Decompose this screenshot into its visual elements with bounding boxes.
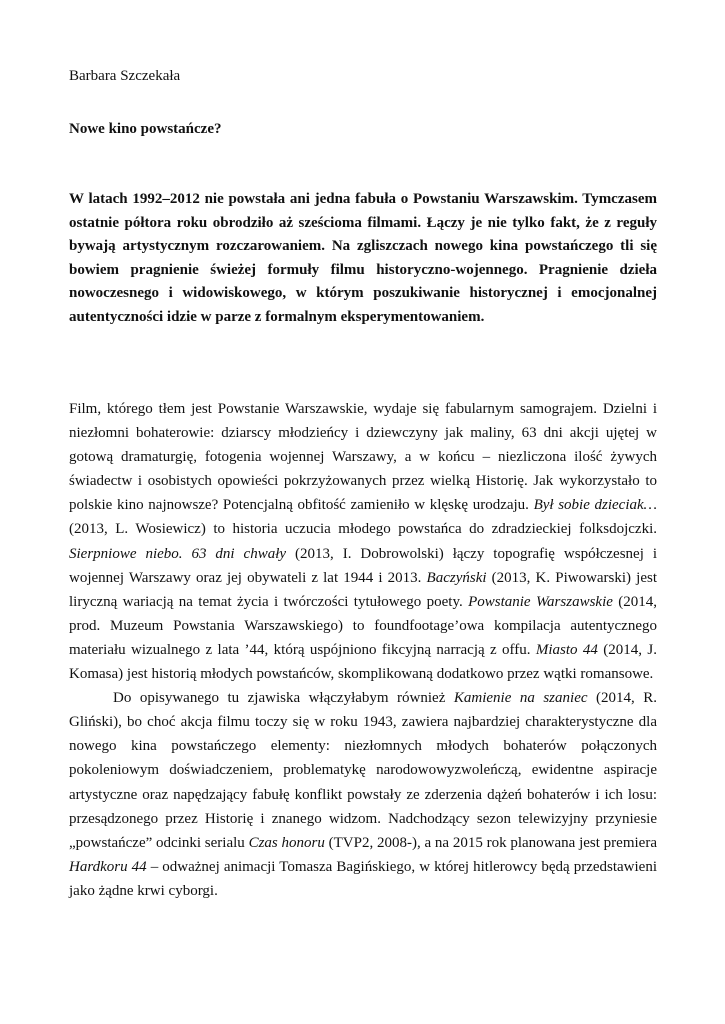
text-span: (TVP2, 2008-), a na 2015 rok planowana jest premiera xyxy=(324,834,657,851)
text-span: – odważnej animacji Tomasza Bagińskiego, w której hitlerowcy będą przedstawieni jako żądne krwi cyborgi. xyxy=(69,858,658,899)
text-span: (2014, prod. Muzeum Powstania Warszawskiego) to foundfootage’owa kompilacja autentycznego materiału wizualnego z lata ’44, którą uspójniono fikcyjną narracją z offu. xyxy=(69,593,658,658)
text-span: (2013, L. Wosiewicz) to historia uczucia młodego powstańca do zdradzieckiej folksdojczki. xyxy=(69,521,657,538)
film-title: Kamienie na szaniec xyxy=(453,690,588,707)
article-body xyxy=(69,397,657,903)
film-title: Baczyński xyxy=(426,569,487,586)
lead-paragraph: W latach 1992–2012 nie powstała ani jedna fabuła o Powstaniu Warszawskim. Tymczasem ostatnie półtora roku obrodziło aż sześcioma filmami. Łączy je nie tylko fakt, że z reguły bywają artystycznym rozczarowaniem. Na zgliszczach nowego kina powstańczego tli się bowiem pragnienie świeżej formuły filmu historyczno-wojennego. Pragnienie dzieła nowoczesnego i widowiskowego, w którym poszukiwanie historycznej i emocjonalnej autentyczności idzie w parze z formalnym eksperymentowaniem. xyxy=(69,191,657,325)
text-span: (2014, J. Komasa) jest historią młodych powstańców, skomplikowaną dodatkowo przez wątki romansowe. xyxy=(69,641,657,683)
film-title: Był sobie dzieciak… xyxy=(533,497,657,514)
body-paragraph-2 xyxy=(69,686,657,903)
body-paragraph-1 xyxy=(69,397,657,686)
film-title: Sierpniowe niebo. 63 dni chwały xyxy=(69,545,287,562)
text-span: Do opisywanego tu zjawiska włączyłabym również xyxy=(113,690,454,707)
film-title: Czas honoru xyxy=(248,834,325,851)
film-title: Powstanie Warszawskie xyxy=(468,593,613,610)
author-name: Barbara Szczekała xyxy=(69,68,181,84)
text-span: (2014, R. Gliński), bo choć akcja filmu toczy się w roku 1943, zawiera najbardziej charakterystyczne dla nowego kina powstańczego elementy: niezłomnych młodych bohaterów połączonych pokoleniowym doświadczeniem, problematykę narodowowyzwoleńczą, ewidentne aspiracje artystyczne oraz napędzający fabułę konflikt powstały ze zderzenia dążeń bohaterów i ich losu: przesądzonego przez Historię i znanego widzom. Nadchodzący sezon telewizyjny przyniesie „powstańcze” odcinki serialu xyxy=(69,690,657,851)
film-title: Hardkoru 44 xyxy=(69,858,147,875)
text-span: Film, którego tłem jest Powstanie Warszawskie, wydaje się fabularnym samograjem. Dzielni i niezłomni bohaterowie: dziarscy młodzieńcy i dziewczyny jak maliny, 63 dni akcji ujętej w gotową dramaturgię, fotogenia wojennej Warszawy, a w końcu – niezliczona ilość żywych świadectw i osobistych opowieści pokrzyżowanych przez wielką Historię. Jak wykorzystało to polskie kino najnowsze? Potencjalną obfitość zamieniło w klęskę urodzaju. xyxy=(69,401,657,514)
film-title: Miasto 44 xyxy=(535,641,598,658)
text-span: (2013, I. Dobrowolski) łączy topografię współczesnej i wojennej Warszawy oraz jej obywateli z lat 1944 i 2013. xyxy=(69,545,657,586)
article-title: Nowe kino powstańcze? xyxy=(69,121,222,137)
text-span: (2013, K. Piwowarski) jest liryczną wariacją na temat życia i twórczości tytułowego poety. xyxy=(69,569,657,610)
